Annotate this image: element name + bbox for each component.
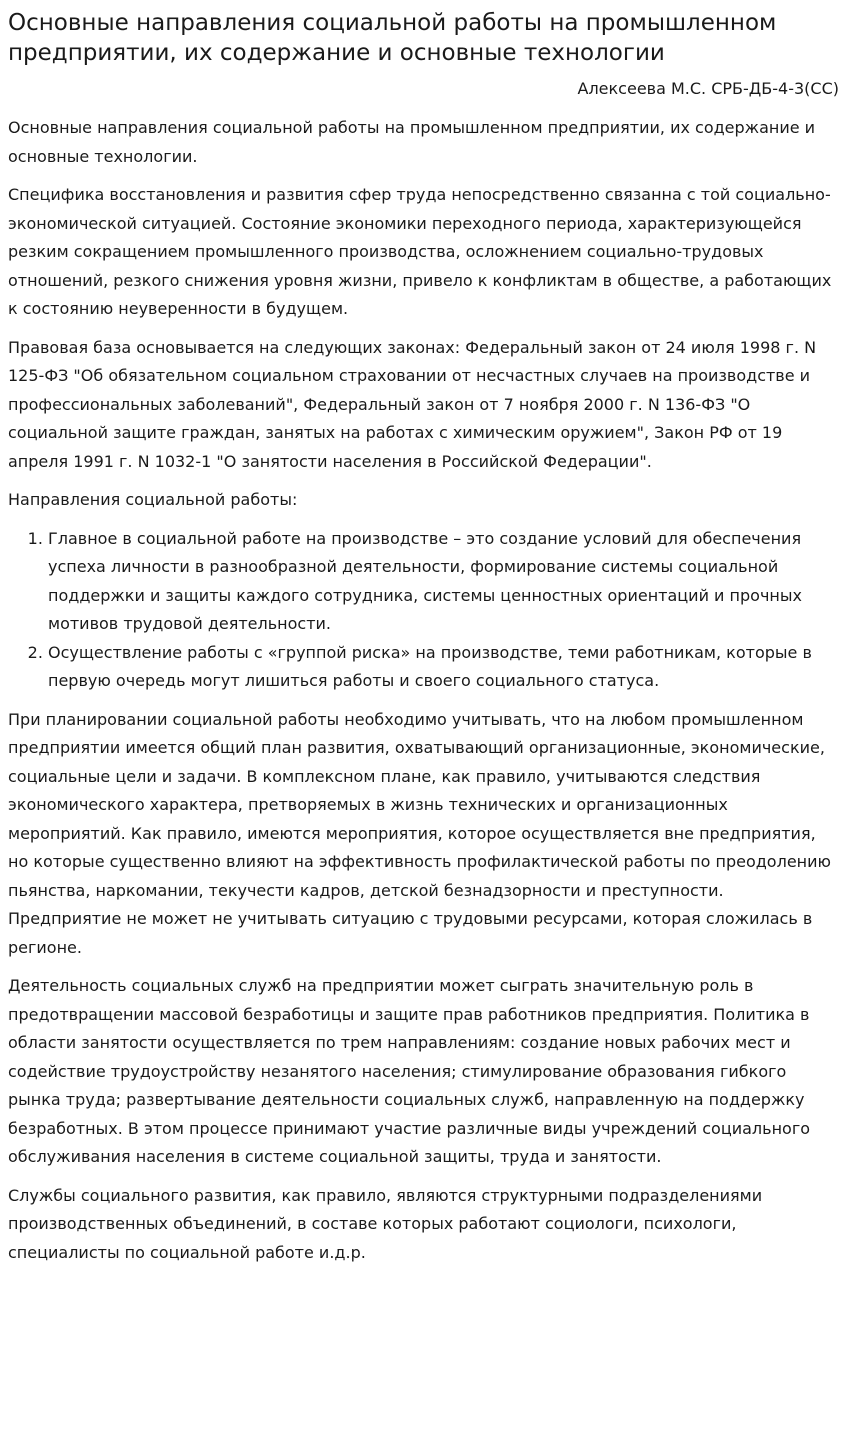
planning-paragraph: При планировании социальной работы необходимо учитывать, что на любом промышленном предприятии имеется общий план развития, охватывающий организационные, экономические, социальные цели и задачи. В комплексном плане, как правило, учитываются следствия экономического характера, претворяемых в жизнь технических и организационных мероприятий. Как правило, имеются мероприятия, которое осуществляется вне предприятия, но которые существенно влияют на эффективность профилактической работы по преодолению пьянства, наркомании, текучести кадров, детской безнадзорности и преступности. Предприятие не может не учитывать ситуацию с трудовыми ресурсами, которая сложилась в регионе.: [8, 709, 831, 957]
intro-paragraph: Основные направления социальной работы на промышленном предприятии, их содержание и основные технологии.: [8, 118, 816, 166]
services-paragraph: Деятельность социальных служб на предприятии может сыграть значительную роль в предотвращении массовой безработицы и защите прав работников предприятия. Политика в области занятости осуществляется по трем направлениям: создание новых рабочих мест и содействие трудоустройству незанятого населения; стимулирование образования гибкого рынка труда; развертывание деятельности социальных служб, направленную на поддержку безработных. В этом процессе принимают участие различные виды учреждений социального обслуживания населения в системе социальной защиты, труда и занятости.: [8, 976, 811, 1166]
document-title: Основные направления социальной работы на промышленном предприятии, их содержание и основные технологии: [8, 10, 777, 66]
directions-list: [8, 525, 839, 696]
list-heading: Направления социальной работы:: [8, 490, 298, 509]
list-item: 2. Осуществление работы с «группой риска» на производстве, теми работникам, которые в первую очередь могут лишиться работы и своего социального статуса.: [48, 639, 839, 696]
legal-basis-paragraph: Правовая база основывается на следующих законах: Федеральный закон от 24 июля 1998 г. N 125-ФЗ "Об обязательном социальном страховании от несчастных случаев на производстве и профессиональных заболеваний", Федеральный закон от 7 ноября 2000 г. N 136-ФЗ "О социальной защите граждан, занятых на работах с химическим оружием", Закон РФ от 19 апреля 1991 г. N 1032-1 "О занятости населения в Российской Федерации".: [8, 337, 817, 471]
author-line: Алексеева М.С. СРБ-ДБ-4-3(СС): [577, 79, 839, 98]
list-item: 1. Главное в социальной работе на производстве – это создание условий для обеспечения успеха личности в разнообразной деятельности, формирование системы социальной поддержки и защиты каждого сотрудника, системы ценностных ориентаций и прочных мотивов трудовой деятельности.: [48, 525, 839, 639]
development-services-paragraph: Службы социального развития, как правило, являются структурными подразделениями производственных объединений, в составе которых работают социологи, психологи, специалисты по социальной работе и.д.р.: [8, 1185, 763, 1262]
context-paragraph: Специфика восстановления и развития сфер труда непосредственно связанна с той социально-экономической ситуацией. Состояние экономики переходного периода, характеризующейся резким сокращением промышленного производства, осложнением социально-трудовых отношений, резкого снижения уровня жизни, привело к конфликтам в обществе, а работающих к состоянию неуверенности в будущем.: [8, 185, 832, 318]
